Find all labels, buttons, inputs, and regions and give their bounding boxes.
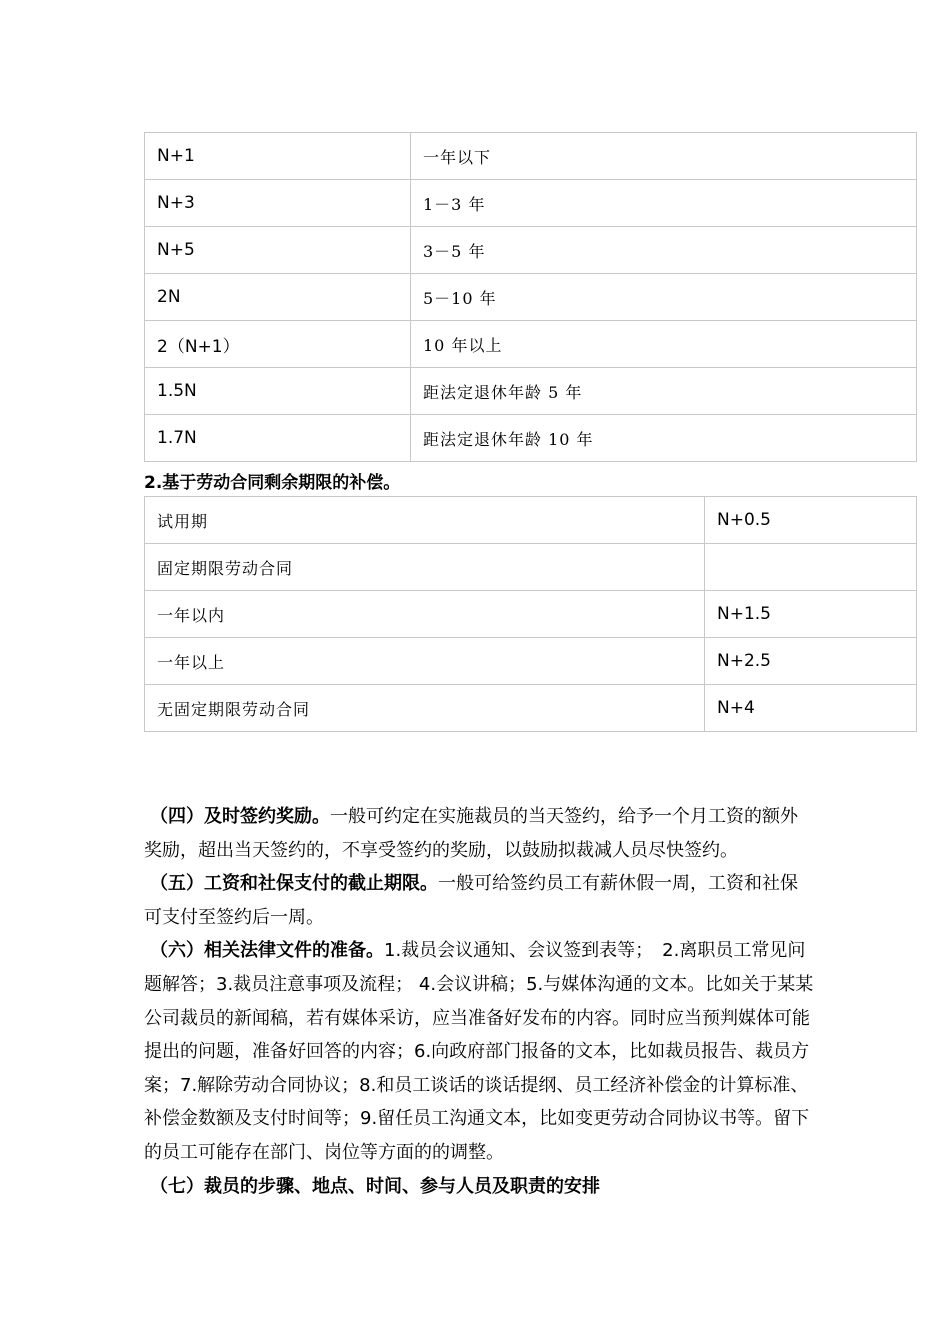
condition-cell: 一年以下: [411, 133, 917, 180]
formula-cell: N+1: [145, 133, 411, 180]
section-heading: 2.基于劳动合同剩余期限的补偿。: [144, 473, 401, 493]
formula-cell: N+4: [705, 685, 917, 732]
contract-type-cell: 无固定期限劳动合同: [145, 685, 705, 732]
table-row: [145, 544, 917, 591]
table-row: [145, 638, 917, 685]
formula-cell: N+1.5: [705, 591, 917, 638]
table-row: [145, 685, 917, 732]
condition-cell: 3－5 年: [411, 227, 917, 274]
formula-cell: 2N: [145, 274, 411, 321]
table-row: [145, 274, 917, 321]
contract-type-cell: 一年以内: [145, 591, 705, 638]
paragraph-layoff-steps: [144, 1170, 814, 1204]
table-row: [145, 368, 917, 415]
table-row: [145, 591, 917, 638]
formula-cell: 1.5N: [145, 368, 411, 415]
paragraph-text: 一般可约定在实施裁员的当天签约，给予一个月工资的额外奖励，超出当天签约的，不享受签约的奖励，以鼓励拟裁减人员尽快签约。: [144, 806, 798, 861]
table-row: [145, 497, 917, 544]
formula-cell: 2（N+1）: [145, 321, 411, 368]
paragraph-label: （七）裁员的步骤、地点、时间、参与人员及职责的安排: [150, 1175, 600, 1197]
compensation-by-service-table: [144, 132, 917, 462]
formula-cell: 1.7N: [145, 415, 411, 462]
formula-cell: N+2.5: [705, 638, 917, 685]
table-row: [145, 133, 917, 180]
condition-cell: 10 年以上: [411, 321, 917, 368]
body-text: [144, 800, 814, 1203]
paragraph-text: 一般可给签约员工有薪休假一周，工资和社保可支付至签约后一周。: [144, 873, 798, 928]
paragraph-payment-deadline: [144, 867, 814, 934]
contract-type-cell: 一年以上: [145, 638, 705, 685]
table-row: [145, 227, 917, 274]
contract-type-cell: 试用期: [145, 497, 705, 544]
paragraph-label: （五）工资和社保支付的截止期限。: [150, 873, 438, 895]
paragraph-label: （六）相关法律文件的准备。: [150, 940, 384, 962]
condition-cell: 距法定退休年龄 10 年: [411, 415, 917, 462]
condition-cell: 距法定退休年龄 5 年: [411, 368, 917, 415]
table-row: [145, 321, 917, 368]
paragraph-label: （四）及时签约奖励。: [150, 806, 330, 827]
condition-cell: 5－10 年: [411, 274, 917, 321]
contract-type-cell: 固定期限劳动合同: [145, 544, 705, 591]
formula-cell: N+0.5: [705, 497, 917, 544]
formula-cell: [705, 544, 917, 591]
paragraph-legal-documents: [144, 934, 814, 1169]
table-row: [145, 180, 917, 227]
paragraph-text: 1.裁员会议通知、会议签到表等； 2.离职员工常见问题解答；3.裁员注意事项及流程； 4.会议讲稿；5.与媒体沟通的文本。比如关于某某公司裁员的新闻稿，若有媒体采访，应当准备好发布的内容。同时应当预判媒体可能提出的问题，准备好回答的内容；6.向政府部门报备的文本，比如裁员报告、裁员方案；7.解除劳动合同协议；8.和员工谈话的谈话提纲、员工经济补偿金的计算标准、补偿金数额及支付时间等；9.留任员工沟通文本，比如变更劳动合同协议书等。留下的员工可能存在部门、岗位等方面的的调整。: [144, 940, 814, 1163]
condition-cell: 1－3 年: [411, 180, 917, 227]
formula-cell: N+3: [145, 180, 411, 227]
table-row: [145, 415, 917, 462]
formula-cell: N+5: [145, 227, 411, 274]
paragraph-signing-reward: [144, 800, 814, 867]
compensation-by-contract-table: [144, 496, 917, 732]
